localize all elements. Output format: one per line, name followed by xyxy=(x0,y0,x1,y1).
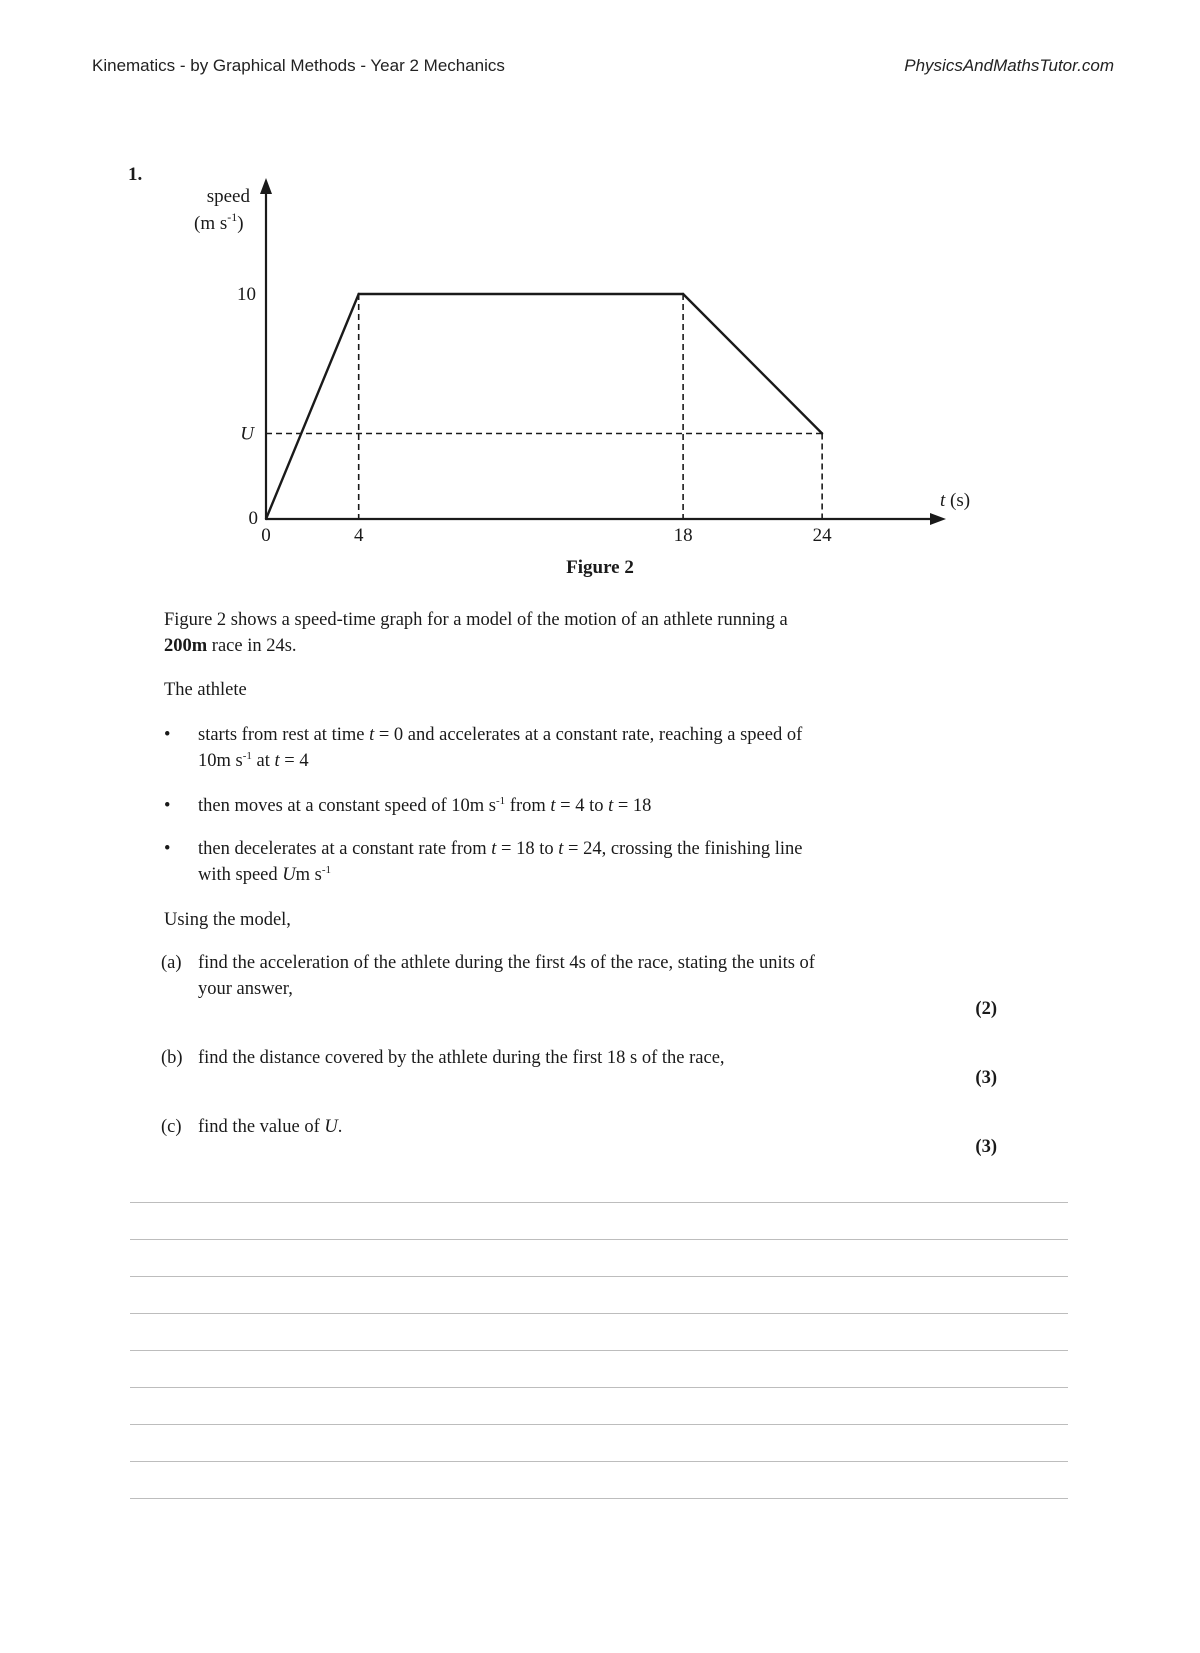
bullet-icon: • xyxy=(164,796,171,816)
x-tick-label: 0 xyxy=(261,525,271,546)
graph-labels xyxy=(194,186,970,546)
part-b-text: find the distance covered by the athlete during the first 18 s of the race, xyxy=(198,1048,725,1068)
data-point xyxy=(821,432,823,434)
part-c-text: find the value of U. xyxy=(198,1117,343,1137)
bullet-1-line-1: starts from rest at time t = 0 and accelerates at a constant rate, reaching a speed of xyxy=(198,725,803,745)
race-distance: 200m xyxy=(164,636,208,656)
y-axis-unit: (m $s^{-1}$) xyxy=(194,210,244,234)
x-axis-arrow-icon xyxy=(930,513,946,525)
answer-line[interactable] xyxy=(130,1350,1068,1351)
answer-line[interactable] xyxy=(130,1239,1068,1240)
y-axis-arrow-icon xyxy=(260,178,272,194)
y-tick-label: U xyxy=(240,423,254,445)
y-tick-label: 10 xyxy=(237,284,256,305)
figure-caption: Figure 2 xyxy=(566,557,634,578)
data-point xyxy=(265,518,267,520)
part-a-line-1: find the acceleration of the athlete during the first 4s of the race, stating the units of xyxy=(198,953,815,973)
x-tick-label: 18 xyxy=(673,525,693,546)
bullet-2-line-1: then moves at a constant speed of 10m $s^{-1}$ from t = 4 to t = 18 xyxy=(198,795,652,816)
x-tick-label: 4 xyxy=(353,525,364,546)
bullet-3-line-1: then decelerates at a constant rate from t = 18 to t = 24, crossing the finishing line xyxy=(198,839,803,859)
answer-line[interactable] xyxy=(130,1276,1068,1277)
data-point xyxy=(682,293,684,295)
bullet-1-line-2: 10m $s^{-1}$ at t = 4 xyxy=(198,750,309,771)
answer-line[interactable] xyxy=(130,1498,1068,1499)
intro-line-2-rest: race in 24s. xyxy=(207,636,297,656)
athlete-label: The athlete xyxy=(164,680,247,700)
bullet-icon: • xyxy=(164,839,171,859)
answer-line[interactable] xyxy=(130,1424,1068,1425)
marks-c: (3) xyxy=(975,1137,997,1157)
intro-line-2 xyxy=(164,633,964,659)
header-site: PhysicsAndMathsTutor.com xyxy=(904,56,1114,75)
bullet-3-line-2: with speed Um $s^{-1}$ xyxy=(198,864,332,885)
bullet-icon: • xyxy=(164,725,171,745)
part-label: (a) xyxy=(161,953,182,973)
speed-series xyxy=(265,293,824,520)
part-label: (c) xyxy=(161,1117,182,1137)
marks-a: (2) xyxy=(975,999,997,1019)
answer-line[interactable] xyxy=(130,1461,1068,1462)
intro-line-1: Figure 2 shows a speed-time graph for a model of the motion of an athlete running a xyxy=(164,610,788,630)
y-axis-label: speed xyxy=(206,186,250,207)
marks-b: (3) xyxy=(975,1068,997,1088)
dashed-guides xyxy=(266,294,822,519)
y-origin-label: 0 xyxy=(248,508,258,529)
speed-line xyxy=(266,294,822,519)
data-point xyxy=(357,293,359,295)
intro-paragraph xyxy=(164,607,964,659)
part-a-line-2: your answer, xyxy=(198,979,293,999)
answer-line[interactable] xyxy=(130,1313,1068,1314)
speed-time-graph xyxy=(0,0,1200,560)
header-title: Kinematics - by Graphical Methods - Year 2 Mechanics xyxy=(92,56,505,75)
answer-line[interactable] xyxy=(130,1387,1068,1388)
x-tick-label: 24 xyxy=(812,525,832,546)
x-axis-label: t (s) xyxy=(940,490,971,511)
answer-line[interactable] xyxy=(130,1202,1068,1203)
using-model: Using the model, xyxy=(164,910,291,930)
graph-axes xyxy=(260,178,946,525)
question-number: 1. xyxy=(128,164,143,185)
part-label: (b) xyxy=(161,1048,183,1068)
